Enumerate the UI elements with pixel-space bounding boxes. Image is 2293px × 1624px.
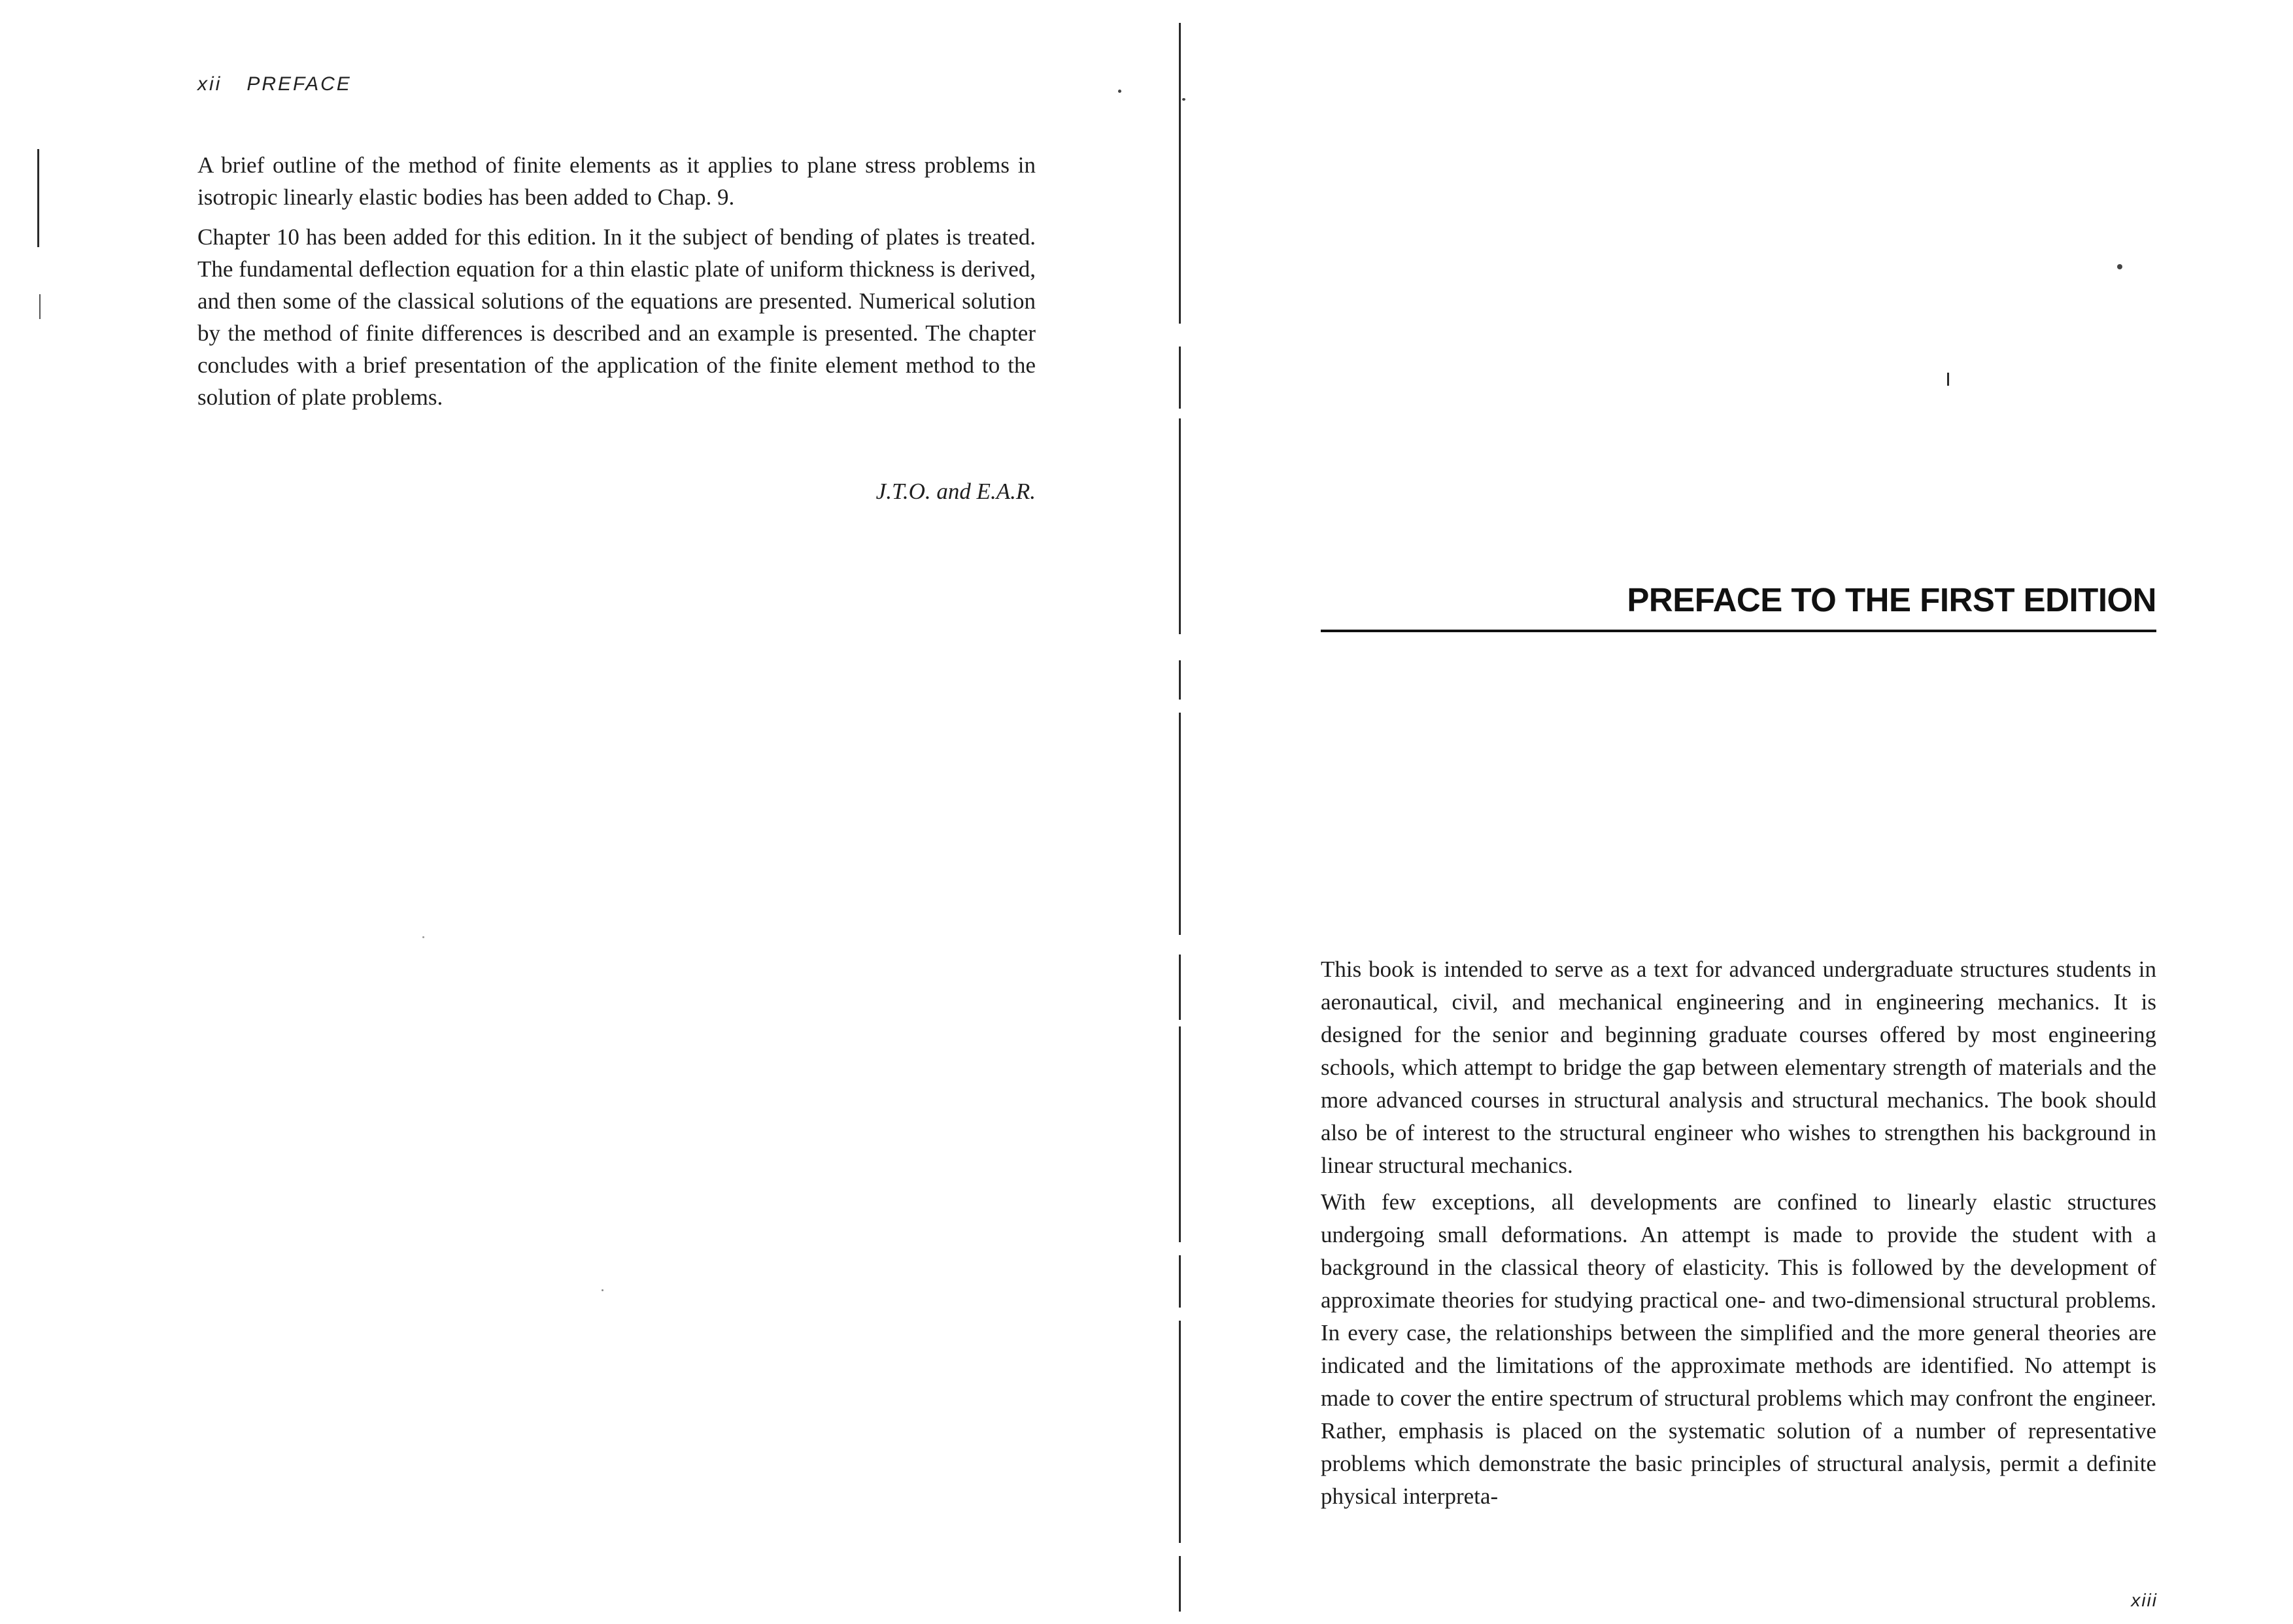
running-head: [197, 73, 352, 95]
running-head-title: PREFACE: [246, 73, 352, 95]
author-initials: J.T.O. and E.A.R.: [875, 479, 1036, 504]
page-number: xii: [197, 73, 222, 95]
left-body-text: [197, 149, 1036, 421]
chapter-title: PREFACE TO THE FIRST EDITION: [1321, 581, 2156, 632]
paragraph: This book is intended to serve as a text for advanced undergraduate structures students in aeronautical, civil, and mechanical engineering and in engineering mechanics. It is designed for the senior and beginning graduate courses offered by most engineering schools, which attempt to bridge the gap between elementary strength of materials and the more advanced courses in structural analysis and structural mechanics. The book should also be of interest to the structural engineer who wishes to strengthen his background in linear structural mechanics.: [1321, 956, 2156, 1178]
page-number: xiii: [2131, 1590, 2158, 1610]
paragraph: A brief outline of the method of finite elements as it applies to plane stress problems in isotropic linearly elastic bodies has been added to Chap. 9.: [197, 152, 1036, 210]
paragraph: Chapter 10 has been added for this edition. In it the subject of bending of plates is treated. The fundamental deflection equation for a thin elastic plate of uniform thickness is derived, and then some of the classical solutions of the equations are presented. Numerical solution by the method of finite differences is described and an example is presented. The chapter concludes with a brief presentation of the application of the finite element method to the solution of plate problems.: [197, 224, 1036, 410]
paragraph: With few exceptions, all developments are confined to linearly elastic structures undergoing small deformations. An attempt is made to provide the student with a background in the classical theory of elasticity. This is followed by the development of approximate theories for studying practical one- and two-dimensional structural problems. In every case, the relationships between the simplified and the more general theories are indicated and the limitations of the approximate methods are identified. No attempt is made to cover the entire spectrum of structural problems which may confront the engineer. Rather, emphasis is placed on the systematic solution of a number of representative problems which demonstrate the basic principles of structural analysis, permit a definite physical interpreta-: [1321, 1189, 2156, 1509]
right-body-text: [1321, 953, 2156, 1517]
